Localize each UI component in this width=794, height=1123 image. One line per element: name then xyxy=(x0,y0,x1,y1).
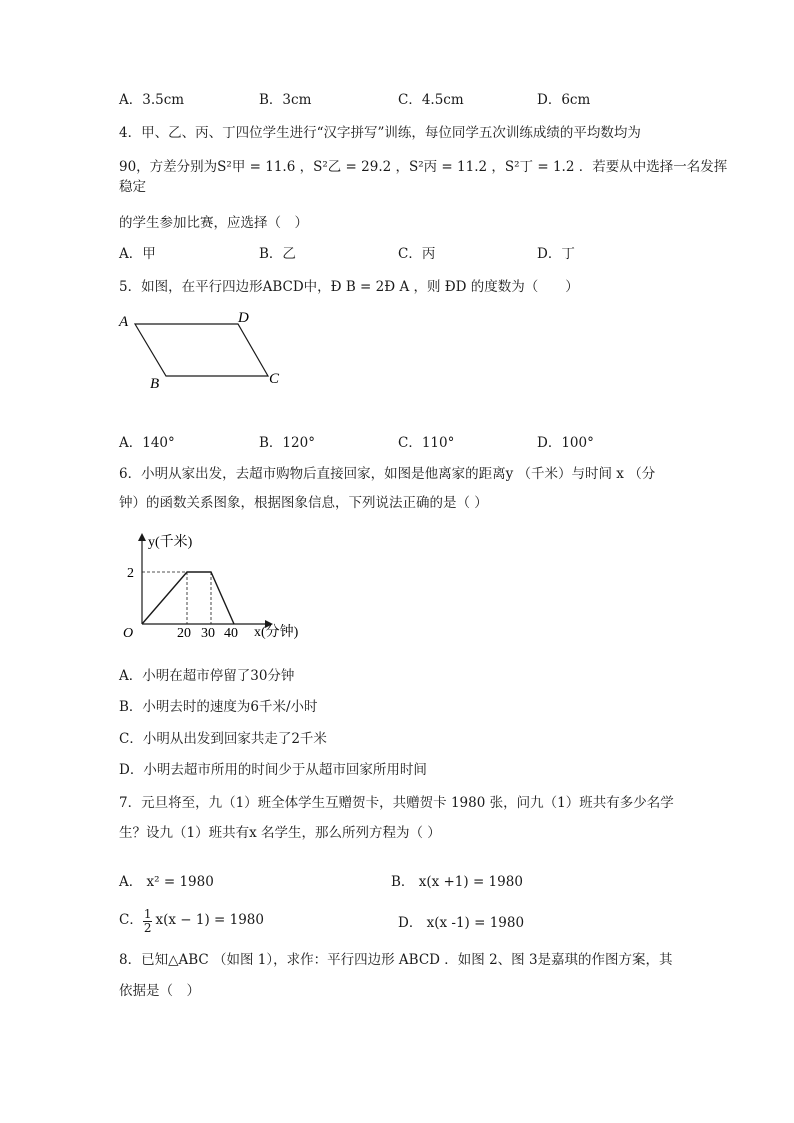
q4-option-c: C．丙 xyxy=(398,246,436,262)
q7-option-a: A． x² = 1980 xyxy=(119,874,214,890)
q7-stem-line2: 生？设九（1）班共有x 名学生，那么所列方程为（ ） xyxy=(119,825,441,841)
x-tick-30: 30 xyxy=(201,626,215,641)
y-axis-label: y(千米) xyxy=(148,535,193,550)
q4-stem-line3: 的学生参加比赛，应选择（ ） xyxy=(119,215,308,231)
q3-option-a: A．3.5cm xyxy=(119,92,185,108)
origin-label: O xyxy=(123,626,134,641)
q7-option-c-fraction xyxy=(143,908,153,934)
q4-stem-line1: 4．甲、乙、丙、丁四位学生进行“汉字拼写”训练，每位同学五次训练成绩的平均数均为 xyxy=(119,125,641,141)
x-tick-40: 40 xyxy=(224,626,238,641)
q6-stem-line1: 6．小明从家出发，去超市购物后直接回家，如图是他离家的距离y （千米）与时间 x （分 xyxy=(119,466,656,482)
vertex-label-c: C xyxy=(269,371,280,387)
y-axis-arrow xyxy=(138,533,146,541)
q6-option-c: C．小明从出发到回家共走了2千米 xyxy=(119,731,327,747)
vertex-label-a: A xyxy=(119,314,129,330)
distance-time-graph xyxy=(115,530,315,646)
q7-stem-line1: 7．元旦将至，九（1）班全体学生互赠贺卡，共赠贺卡 1980 张，问九（1）班共有多少名学 xyxy=(119,795,674,811)
q7-option-c xyxy=(119,908,264,934)
q4-stem-line2b: 稳定 xyxy=(119,179,146,195)
q3-option-d: D．6cm xyxy=(537,92,591,108)
q7-option-c-prefix: C． xyxy=(119,912,143,929)
fraction-denominator: 2 xyxy=(143,920,152,935)
q5-option-a: A．140° xyxy=(119,435,175,451)
q6-option-a: A．小明在超市停留了30分钟 xyxy=(119,668,295,684)
q5-stem: 5．如图，在平行四边形ABCD中，Ð B = 2Ð A ，则 ÐD 的度数为（ ） xyxy=(119,279,579,295)
q7-option-b: B． x(x +1) = 1980 xyxy=(391,874,523,890)
q4-stem-line2: 90，方差分别为S²甲 = 11.6 ，S²乙 = 29.2 ，S²丙 = 11.2 ，S²丁 = 1.2 ．若要从中选择一名发挥 xyxy=(119,159,728,175)
fraction-numerator: 1 xyxy=(143,907,152,921)
q8-stem-line2: 依据是（ ） xyxy=(119,983,200,999)
q4-option-a: A．甲 xyxy=(119,246,156,262)
q5-option-c: C．110° xyxy=(398,435,455,451)
graph-line xyxy=(142,572,234,624)
q7-option-d: D． x(x -1) = 1980 xyxy=(398,915,525,931)
vertex-label-d: D xyxy=(238,310,249,326)
q4-option-d: D．丁 xyxy=(537,246,575,262)
y-tick-2: 2 xyxy=(127,566,134,581)
q6-option-b: B．小明去时的速度为6千米/小时 xyxy=(119,699,318,715)
q3-option-c: C．4.5cm xyxy=(398,92,464,108)
parallelogram-shape xyxy=(135,324,268,376)
q8-stem-line1: 8．已知△ABC （如图 1），求作：平行四边形 ABCD ．如图 2、图 3是嘉琪的作图方案，其 xyxy=(119,952,673,968)
x-tick-20: 20 xyxy=(177,626,191,641)
q5-option-b: B．120° xyxy=(259,435,315,451)
x-axis-label: x(分钟) xyxy=(254,625,299,640)
q7-option-c-rest: x(x − 1) = 1980 xyxy=(155,912,264,929)
q6-stem-line2: 钟）的函数关系图象，根据图象信息，下列说法正确的是（ ） xyxy=(119,495,488,511)
q6-option-d: D．小明去超市所用的时间少于从超市回家所用时间 xyxy=(119,762,427,778)
vertex-label-b: B xyxy=(150,376,160,390)
q5-option-d: D．100° xyxy=(537,435,594,451)
q4-option-b: B．乙 xyxy=(259,246,296,262)
parallelogram-figure xyxy=(115,308,295,390)
q3-option-b: B．3cm xyxy=(259,92,312,108)
